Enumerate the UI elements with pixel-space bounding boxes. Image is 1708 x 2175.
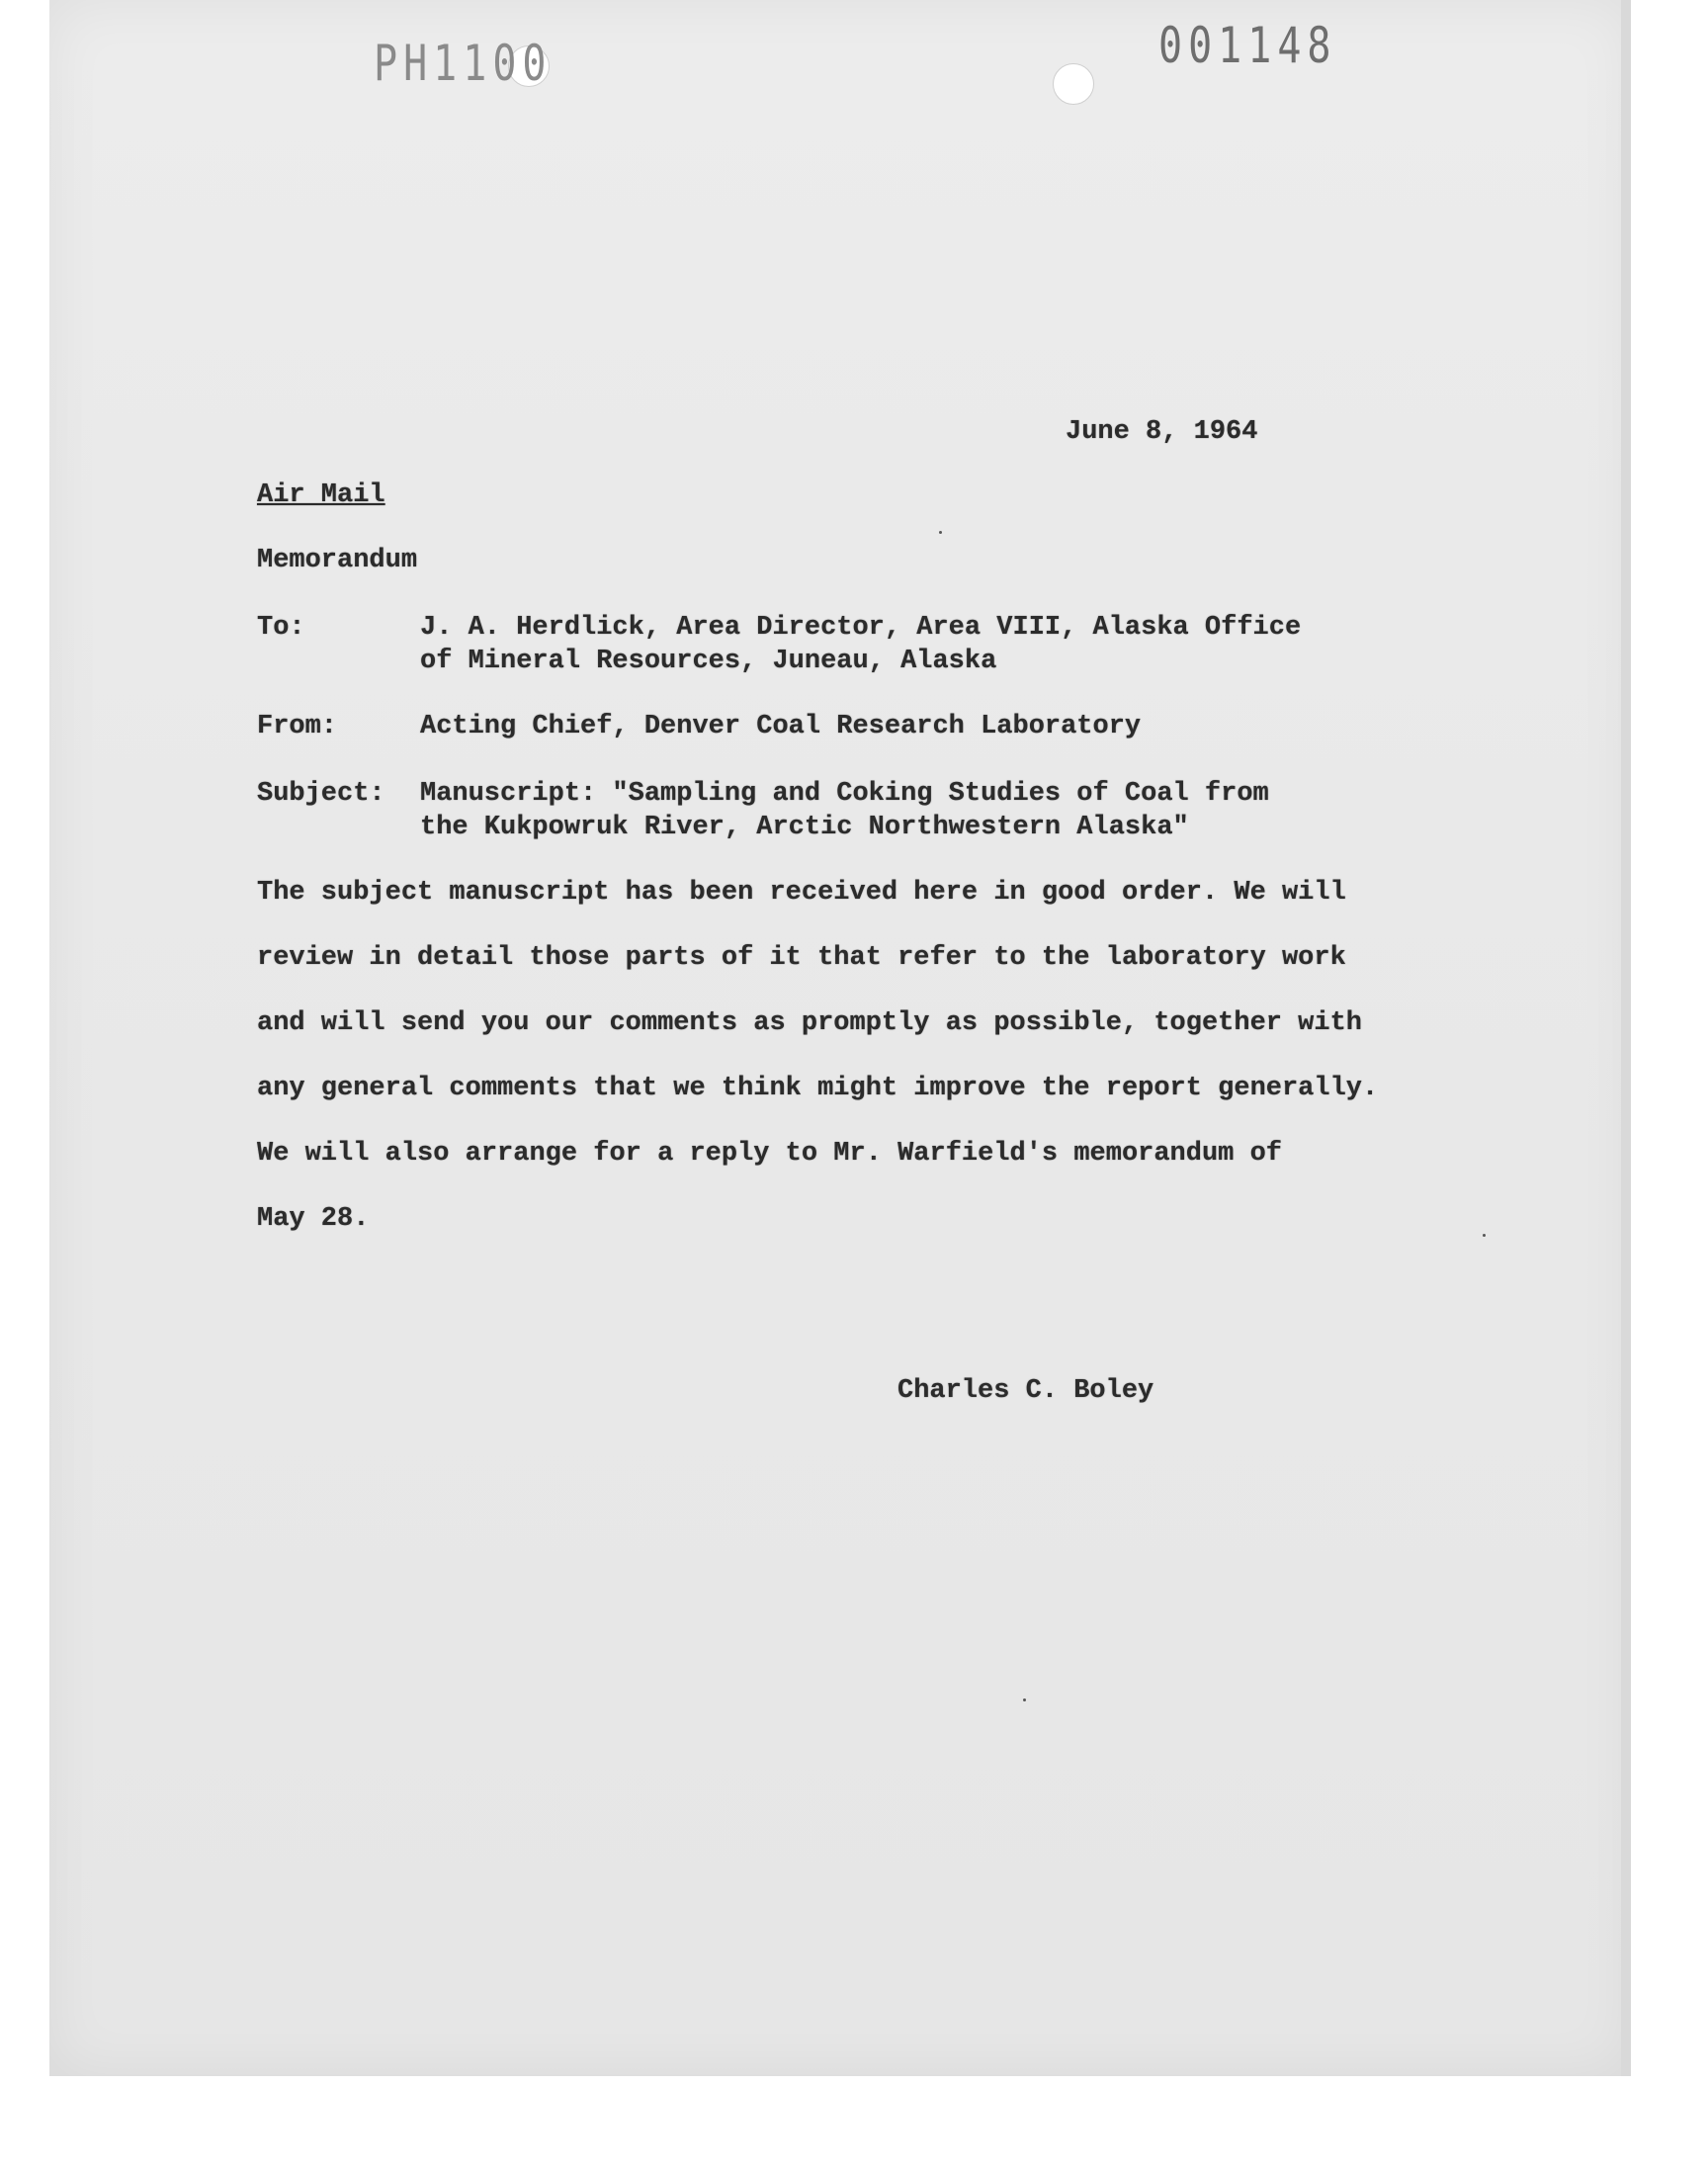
punch-hole-right (1053, 63, 1094, 105)
body-line: We will also arrange for a reply to Mr. Warfield's memorandum of (257, 1139, 1282, 1169)
archive-stamp-right: 001148 (1158, 18, 1337, 75)
body-line: review in detail those parts of it that refer to the laboratory work (257, 943, 1346, 973)
subject-text (420, 777, 1269, 844)
body-line: May 28. (257, 1204, 370, 1234)
page-edge (1621, 0, 1631, 2076)
paper-speck (1483, 1234, 1486, 1237)
delivery-method: Air Mail (257, 480, 385, 510)
signature-name: Charles C. Boley (897, 1376, 1154, 1406)
subject-line: Manuscript: "Sampling and Coking Studies of Coal from (420, 779, 1269, 809)
subject-label: Subject: (257, 779, 385, 809)
letter-date: June 8, 1964 (1066, 417, 1258, 447)
document-type: Memorandum (257, 546, 418, 575)
body-paragraph (257, 876, 1378, 1267)
from-label: From: (257, 712, 338, 741)
to-label: To: (257, 613, 305, 643)
paper-speck (939, 531, 942, 534)
body-line: any general comments that we think might improve the report generally. (257, 1074, 1379, 1103)
archive-stamp-left: PH1100 (374, 36, 553, 93)
to-line: J. A. Herdlick, Area Director, Area VIII, Alaska Office (420, 613, 1302, 643)
to-recipient (420, 611, 1301, 678)
from-sender: Acting Chief, Denver Coal Research Laboratory (420, 712, 1142, 741)
subject-line: the Kukpowruk River, Arctic Northwestern Alaska" (420, 813, 1189, 842)
paper-speck (1023, 1698, 1026, 1701)
to-line: of Mineral Resources, Juneau, Alaska (420, 647, 997, 676)
body-line: and will send you our comments as promptly as possible, together with (257, 1008, 1362, 1038)
body-line: The subject manuscript has been received here in good order. We will (257, 878, 1346, 908)
